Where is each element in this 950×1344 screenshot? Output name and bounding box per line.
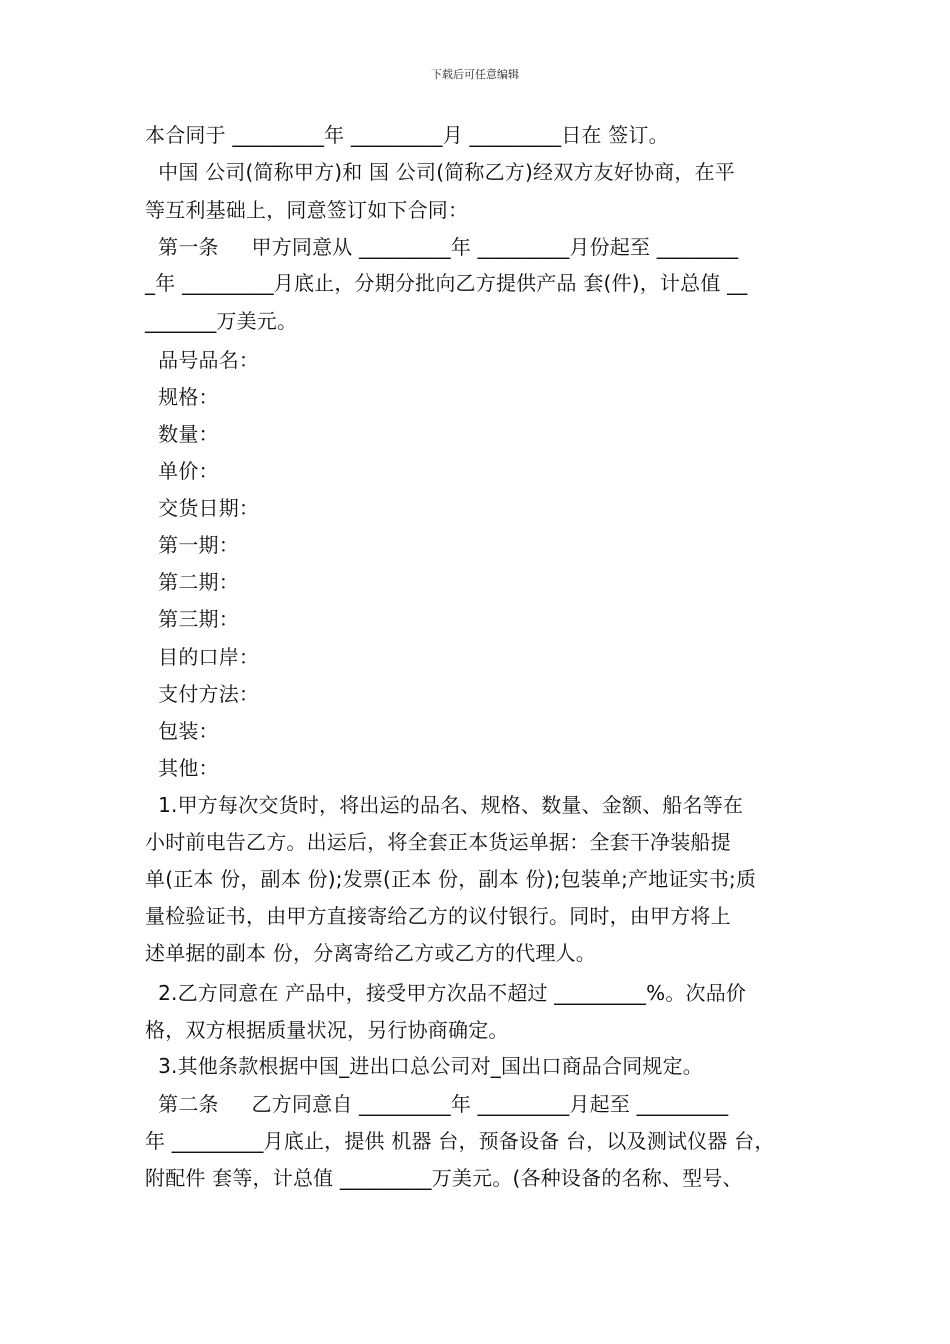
contract-line: 支付方法： (145, 682, 260, 706)
page-header: 下载后可任意编辑 (431, 68, 519, 81)
contract-line: 1.甲方每次交货时，将出运的品名、规格、数量、金额、船名等在 (145, 793, 744, 817)
contract-line: 格，双方根据质量状况，另行协商确定。 (145, 1018, 509, 1042)
contract-line: 第一条 甲方同意从 _________年 _________月份起至 ________ (145, 235, 739, 259)
contract-line: 单价： (145, 459, 219, 483)
contract-line: 第二条 乙方同意自 _________年 _________月起至 _________ (145, 1092, 729, 1116)
contract-line: _______万美元。 (145, 309, 298, 333)
contract-line: 数量： (145, 422, 219, 446)
contract-line: 小时前电告乙方。出运后，将全套正本货运单据：全套干净装船提 (145, 830, 731, 854)
contract-line: 规格： (145, 385, 219, 409)
contract-line: 交货日期： (145, 496, 260, 520)
contract-line: 第三期： (145, 607, 239, 631)
contract-line: 包装： (145, 719, 219, 743)
contract-line: 述单据的副本 份，分离寄给乙方或乙方的代理人。 (145, 941, 596, 965)
contract-line: 等互利基础上，同意签订如下合同： (145, 198, 469, 222)
contract-line: 品号品名： (145, 348, 260, 372)
contract-line: 第一期： (145, 533, 239, 557)
contract-line: 单(正本 份，副本 份);发票(正本 份，副本 份);包装单;产地证实书;质 (145, 867, 757, 891)
contract-line: _年 _________月底止，分期分批向乙方提供产品 套(件)，计总值 __ (145, 271, 748, 295)
contract-line: 其他： (145, 756, 219, 780)
contract-line: 本合同于 _________年 _________月 _________日在 签订。 (145, 123, 669, 147)
contract-line: 年 _________月底止，提供 机器 台，预备设备 台，以及测试仪器 台， (145, 1129, 775, 1153)
contract-line: 附配件 套等，计总值 _________万美元。(各种设备的名称、型号、 (145, 1166, 743, 1190)
contract-line: 中国 公司(简称甲方)和 国 公司(简称乙方)经双方友好协商，在平 (145, 160, 735, 184)
contract-line: 目的口岸： (145, 645, 260, 669)
contract-line: 第二期： (145, 570, 239, 594)
contract-line: 量检验证书，由甲方直接寄给乙方的议付银行。同时，由甲方将上 (145, 904, 731, 928)
contract-line: 3.其他条款根据中国_进出口总公司对_国出口商品合同规定。 (145, 1054, 703, 1078)
contract-line: 2.乙方同意在 产品中，接受甲方次品不超过 _________%。次品价 (145, 981, 747, 1005)
